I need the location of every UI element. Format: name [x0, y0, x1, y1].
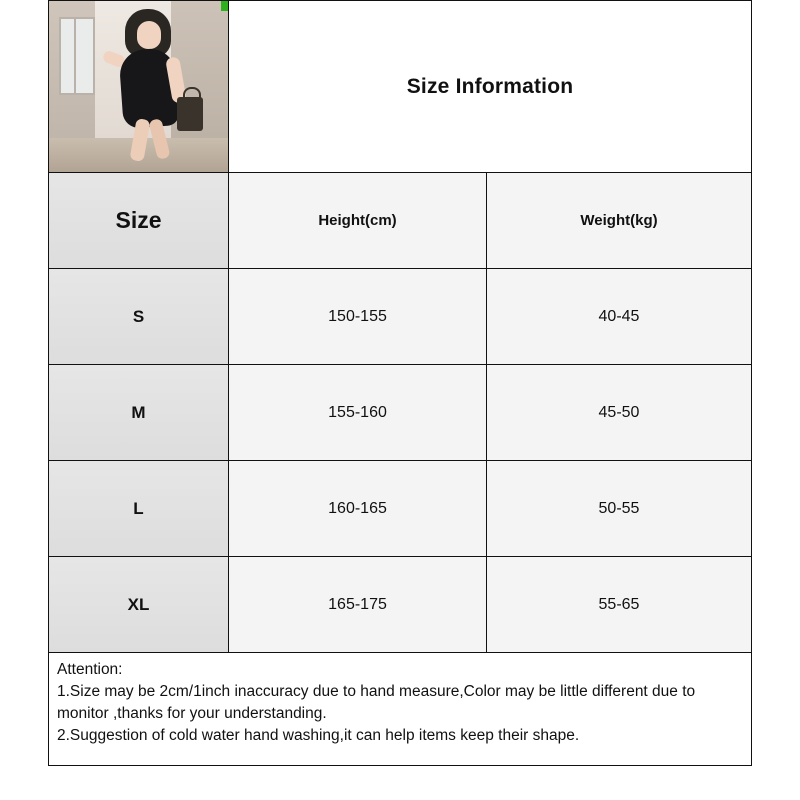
table-row: [49, 269, 751, 365]
table-row: [49, 557, 751, 653]
table-row: [49, 461, 751, 557]
cell-height: 155-160: [229, 365, 487, 460]
table-row: [49, 365, 751, 461]
column-header-size: Size: [49, 173, 229, 268]
cell-size: L: [49, 461, 229, 556]
attention-heading: Attention:: [57, 661, 123, 678]
green-marker-icon: [221, 1, 229, 11]
photo-handbag: [177, 97, 203, 131]
cell-height: 165-175: [229, 557, 487, 652]
page-title: Size Information: [406, 74, 574, 98]
cell-weight: 50-55: [487, 461, 751, 556]
size-chart: [48, 0, 752, 766]
cell-weight: 40-45: [487, 269, 751, 364]
product-photo: [49, 1, 229, 172]
title-cell: [229, 1, 751, 172]
attention-note-1: 1.Size may be 2cm/1inch inaccuracy due to hand measure,Color may be little different due to monitor ,thanks for your understanding.: [57, 683, 696, 722]
size-table: [49, 173, 751, 653]
cell-size: S: [49, 269, 229, 364]
cell-height: 160-165: [229, 461, 487, 556]
column-header-height: Height(cm): [229, 173, 487, 268]
column-header-weight: Weight(kg): [487, 173, 751, 268]
cell-weight: 55-65: [487, 557, 751, 652]
attention-note-2: 2.Suggestion of cold water hand washing,it can help items keep their shape.: [57, 727, 580, 744]
attention-block: [49, 653, 751, 765]
cell-weight: 45-50: [487, 365, 751, 460]
photo-model-face: [137, 21, 161, 49]
cell-size: XL: [49, 557, 229, 652]
photo-window: [59, 17, 95, 95]
cell-size: M: [49, 365, 229, 460]
cell-height: 150-155: [229, 269, 487, 364]
table-header-row: [49, 173, 751, 269]
chart-header: [49, 1, 751, 173]
